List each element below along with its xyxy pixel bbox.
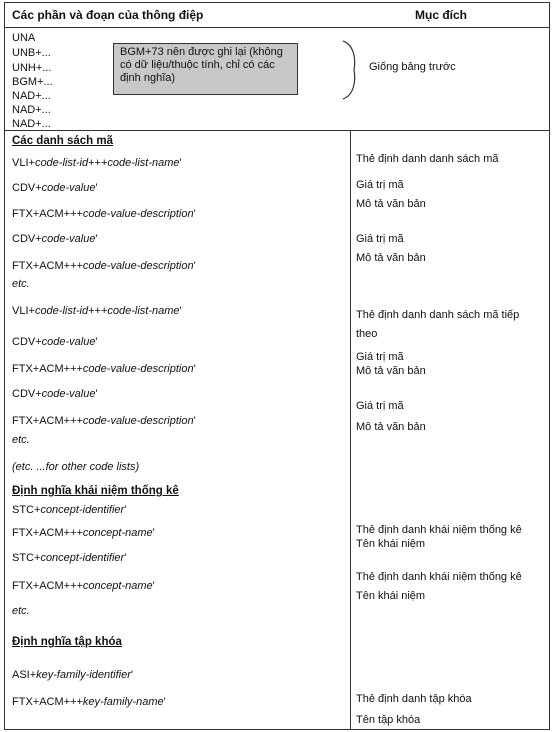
header-segments: Các phần và đoạn của thông điệp (12, 8, 204, 22)
brace-icon (340, 39, 364, 101)
purpose-next-code-list-id-cont: theo (356, 328, 378, 340)
concept-row-stc-2: STC+concept-identifier' (12, 552, 127, 564)
segment-bgm: BGM+... (12, 76, 53, 88)
purpose-text-desc-2: Mô tả văn bản (356, 252, 426, 264)
segment-nad-2: NAD+... (12, 104, 51, 116)
code-row-ftx-1: FTX+ACM+++code-value-description' (12, 208, 196, 220)
code-row-cdv-2: CDV+code-value' (12, 233, 98, 245)
purpose-concept-name-2: Tên khái niệm (356, 590, 426, 602)
column-divider (350, 131, 351, 729)
section-concepts-title: Định nghĩa khái niệm thống kê (12, 485, 179, 497)
concept-row-stc-1: STC+concept-identifier' (12, 504, 127, 516)
segment-unb: UNB+... (12, 47, 51, 59)
header-purpose: Mục đích (415, 8, 468, 22)
concept-row-ftx-1: FTX+ACM+++concept-name' (12, 527, 155, 539)
code-row-ftx-3: FTX+ACM+++code-value-description' (12, 363, 196, 375)
code-row-etc-1: etc. (12, 278, 30, 290)
top-section-divider (5, 130, 549, 131)
code-row-etc-2: etc. (12, 434, 30, 446)
code-row-vli-2: VLI+code-list-id+++code-list-name' (12, 305, 182, 317)
purpose-code-value-2: Giá trị mã (356, 233, 404, 245)
message-table (4, 2, 550, 730)
segment-nad-1: NAD+... (12, 90, 51, 102)
segment-unh: UNH+... (12, 62, 52, 74)
purpose-code-list-id: Thẻ định danh danh sách mã (356, 153, 499, 165)
concept-row-ftx-2: FTX+ACM+++concept-name' (12, 580, 155, 592)
keyfamily-row-ftx: FTX+ACM+++key-family-name' (12, 696, 166, 708)
code-row-vli-1: VLI+code-list-id+++code-list-name' (12, 157, 182, 169)
purpose-code-value-3: Giá trị mã (356, 351, 404, 363)
keyfamily-row-asi: ASI+key-family-identifier' (12, 669, 134, 681)
section-key-family-title: Định nghĩa tập khóa (12, 636, 122, 648)
bgm-note-box: BGM+73 nên được ghi lại (không có dữ liệu/thuộc tính, chỉ có các định nghĩa) (113, 43, 298, 95)
purpose-concept-id-1: Thẻ định danh khái niệm thống kê (356, 524, 522, 536)
purpose-concept-id-2: Thẻ định danh khái niệm thống kê (356, 571, 522, 583)
code-row-cdv-4: CDV+code-value' (12, 388, 98, 400)
code-row-cdv-1: CDV+code-value' (12, 182, 98, 194)
header-divider (5, 27, 549, 28)
segment-una: UNA (12, 32, 36, 44)
section-code-lists-title: Các danh sách mã (12, 135, 113, 147)
segment-nad-3: NAD+... (12, 118, 51, 130)
purpose-code-value-4: Giá trị mã (356, 400, 404, 412)
purpose-code-value-1: Giá trị mã (356, 179, 404, 191)
purpose-text-desc-4: Mô tả văn bản (356, 421, 426, 433)
code-row-ftx-4: FTX+ACM+++code-value-description' (12, 415, 196, 427)
concept-row-etc: etc. (12, 605, 30, 617)
purpose-next-code-list-id: Thẻ định danh danh sách mã tiếp (356, 309, 520, 321)
top-purpose: Giống bảng trước (369, 61, 456, 73)
code-row-ftx-2: FTX+ACM+++code-value-description' (12, 260, 196, 272)
purpose-key-family-name: Tên tập khóa (356, 714, 421, 726)
code-row-etc-other: (etc. ...for other code lists) (12, 461, 140, 473)
purpose-text-desc-3: Mô tả văn bản (356, 365, 426, 377)
purpose-text-desc-1: Mô tả văn bản (356, 198, 426, 210)
purpose-concept-name-1: Tên khái niệm (356, 538, 426, 550)
purpose-key-family-id: Thẻ định danh tập khóa (356, 693, 472, 705)
code-row-cdv-3: CDV+code-value' (12, 336, 98, 348)
